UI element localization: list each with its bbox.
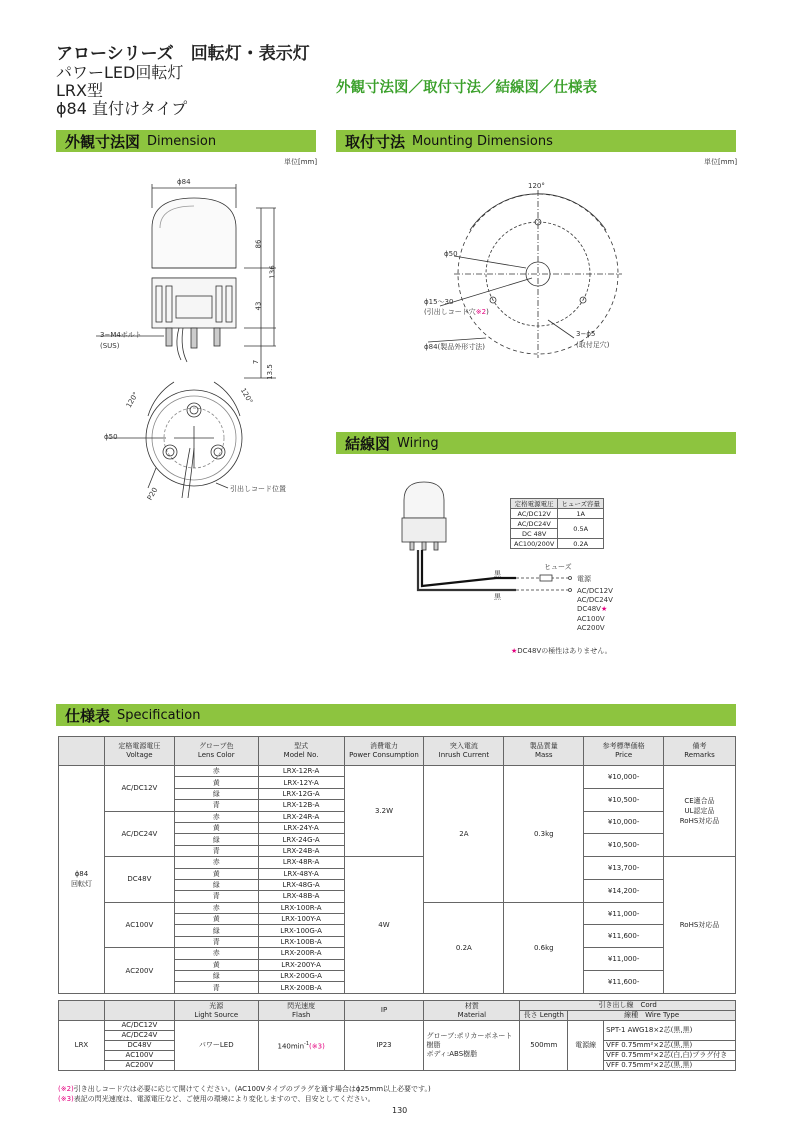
dimension-title: 外観寸法図 [65,132,141,151]
model-no: LRX-24R-A [258,811,344,822]
model-no: LRX-48Y-A [258,868,344,879]
lens-color: 緑 [174,834,258,845]
src-wire: VFF 0.75mm²×2芯(黒,黒) [604,1041,736,1051]
model-no: LRX-48G-A [258,879,344,890]
mass: 0.3kg [504,766,584,903]
model-no: LRX-100R-A [258,902,344,913]
src-voltage: DC48V [104,1041,174,1051]
price: ¥11,600- [584,971,664,994]
lens-color: 黄 [174,777,258,788]
fuse-voltage: AC/DC24V [511,519,558,529]
mount-foot: 3−ϕ5 [576,330,596,338]
spec-voltage: AC/DC24V [104,811,174,857]
wire-black-2: 黒 [494,593,501,601]
src-flash: $140\min^{-1}(※3)$ [258,1021,344,1071]
product-type: LRX型 [56,81,103,100]
sus-label: (SUS) [100,342,120,350]
mounting-unit: 単位[mm] [704,158,738,166]
page-number: 130 [392,1106,408,1115]
spec-section-bar [56,704,736,726]
src-header-wire: 線種 Wire Type [568,1011,736,1021]
src-source: パワーLED [174,1021,258,1071]
src-wire: VFF 0.75mm²×2芯(白,白)プラグ付き [604,1051,736,1061]
mounting-title: 取付寸法 [345,132,406,151]
src-length: 500mm [520,1021,568,1071]
fuse-label: ヒューズ [544,563,572,571]
dim-h135: 13.5 [265,364,274,380]
dim-p20: P20 [145,486,160,502]
fuse-header-capacity: ヒューズ容量 [558,499,604,509]
spec-header-price: 参考標準価格 Price [584,737,664,766]
src-header-flash: 閃光速度 Flash [258,1001,344,1021]
mass: 0.6kg [504,902,584,993]
dim-d50: ϕ50 [104,433,118,441]
table-row [59,857,736,868]
model-no: LRX-100B-A [258,936,344,947]
price: ¥11,600- [584,925,664,948]
model-no: LRX-12R-A [258,766,344,777]
src-ip: IP23 [344,1021,424,1071]
mount-hole: ϕ15〜30 [424,298,454,306]
dim-d84: ϕ84 [177,178,191,186]
src-voltage: AC100V [104,1051,174,1061]
src-header-source: 光源 Light Source [174,1001,258,1021]
fuse-capacity: 0.5A [558,519,604,539]
fuse-capacity: 1A [558,509,604,519]
lens-color: 黄 [174,868,258,879]
model-no: LRX-12B-A [258,800,344,811]
dimension-drawing [56,168,316,508]
spec-header-color: グローブ色 Lens Color [174,737,258,766]
fuse-header-voltage: 定格電源電圧 [511,499,558,509]
src-voltage: AC200V [104,1061,174,1071]
spec-header-power: 消費電力 Power Consumption [344,737,424,766]
mount-angle: 120° [528,182,545,190]
mount-type: ϕ84 直付けタイプ [56,99,188,118]
lens-color: 赤 [174,811,258,822]
src-model: LRX [59,1021,105,1071]
inrush-current: 0.2A [424,902,504,993]
model-no: LRX-200R-A [258,948,344,959]
lens-color: 青 [174,982,258,993]
lens-color: 青 [174,800,258,811]
power-consumption: 4W [344,857,424,994]
spec-voltage: AC/DC12V [104,766,174,812]
src-header-length: 長さ Length [520,1011,568,1021]
spec-title: 仕様表 [65,706,111,725]
price: ¥10,500- [584,834,664,857]
wiring-title-en: Wiring [397,435,439,451]
model-no: LRX-12Y-A [258,777,344,788]
lens-color: 黄 [174,914,258,925]
lens-color: 黄 [174,959,258,970]
fuse-voltage: AC100/200V [511,539,558,549]
src-wire: SPT-1 AWG18×2芯(黒,黒) [604,1021,736,1041]
section-nav: 外観寸法図／取付寸法／結線図／仕様表 [336,80,597,96]
dimension-unit: 単位[mm] [284,158,318,166]
angle-120-right: 120° [238,386,255,406]
dim-h43: 43 [254,301,263,311]
spec-voltage: AC100V [104,902,174,948]
remarks: RoHS対応品 [664,857,736,994]
dimension-title-en: Dimension [147,133,217,149]
src-header-cord: 引き出し線 Cord [520,1001,736,1011]
dc48-note: ★DC48Vの極性はありません。 [511,647,612,655]
src-wire-label: 電源線 [568,1021,604,1071]
footnote: (※3)表記の閃光速度は、電源電圧など、ご使用の環境により変化しますので、目安としてください。 [58,1095,375,1103]
footnote: (※2)引き出しコード穴は必要に応じて開けてください。(AC100Vタイプのプラグを通す場合はϕ25mm以上必要です。) [58,1085,431,1093]
dim-h86: 86 [254,239,263,249]
product-name: パワーLED回転灯 [56,63,184,82]
lens-color: 緑 [174,971,258,982]
spec-header-inrush: 突入電流 Inrush Current [424,737,504,766]
remarks: CE適合品 UL認定品 RoHS対応品 [664,766,736,857]
lens-color: 緑 [174,788,258,799]
table-row [59,1021,736,1031]
model-no: LRX-12G-A [258,788,344,799]
src-voltage: AC/DC24V [104,1031,174,1041]
lens-color: 青 [174,845,258,856]
fuse-voltage: AC/DC12V [511,509,558,519]
src-header-ip: IP [344,1001,424,1021]
lens-color: 緑 [174,925,258,936]
mounting-section-bar [336,130,736,152]
dim-h136: 136 [268,265,277,279]
wiring-title: 結線図 [345,434,391,453]
spec-table [58,736,736,994]
cord-position-label: 引出しコード位置 [230,485,286,493]
mount-foot-note: (取付足穴) [576,341,610,349]
spec-header-mass: 製品質量 Mass [504,737,584,766]
model-no: LRX-200B-A [258,982,344,993]
lens-color: 赤 [174,766,258,777]
spec-header-voltage: 定格電源電圧 Voltage [104,737,174,766]
dimension-section-bar [56,130,316,152]
src-wire: VFF 0.75mm²×2芯(黒,黒) [604,1061,736,1071]
wire-black-1: 黒 [494,570,501,578]
angle-120-left: 120° [124,390,141,410]
mount-hole-note: (引出しコード穴※2) [424,308,489,316]
price: ¥14,200- [584,879,664,902]
spec-voltage: DC48V [104,857,174,903]
price: ¥11,000- [584,902,664,925]
price: ¥10,500- [584,788,664,811]
price: ¥10,000- [584,811,664,834]
model-no: LRX-48B-A [258,891,344,902]
price: ¥13,700- [584,857,664,880]
lens-color: 赤 [174,948,258,959]
lens-color: 赤 [174,902,258,913]
wiring-section-bar [336,432,736,454]
mount-d50: ϕ50 [444,250,458,258]
spec-voltage: AC200V [104,948,174,994]
spec-header-model: 型式 Model No. [258,737,344,766]
lens-color: 黄 [174,822,258,833]
spec-header-remarks: 備考 Remarks [664,737,736,766]
model-no: LRX-24Y-A [258,822,344,833]
src-material: グローブ:ポリカーボネート樹脂 ボディ:ABS樹脂 [424,1021,520,1071]
model-no: LRX-200Y-A [258,959,344,970]
lens-color: 青 [174,891,258,902]
mounting-title-en: Mounting Dimensions [412,133,553,149]
fuse-capacity: 0.2A [558,539,604,549]
spec-title-en: Specification [117,707,201,723]
power-label: 電源 [577,575,591,583]
lens-color: 緑 [174,879,258,890]
power-consumption: 3.2W [344,766,424,857]
price: ¥11,000- [584,948,664,971]
lens-color: 赤 [174,857,258,868]
model-no: LRX-200G-A [258,971,344,982]
price: ¥10,000- [584,766,664,789]
mount-d84: ϕ84(製品外形寸法) [424,343,485,351]
model-no: LRX-24B-A [258,845,344,856]
mounting-drawing [336,170,736,360]
model-no: LRX-24G-A [258,834,344,845]
fuse-voltage: DC 48V [511,529,558,539]
src-header-material: 材質 Material [424,1001,520,1021]
model-no: LRX-100Y-A [258,914,344,925]
inrush-current: 2A [424,766,504,903]
model-no: LRX-48R-A [258,857,344,868]
lens-color: 青 [174,936,258,947]
series-title: アローシリーズ 回転灯・表示灯 [56,44,310,64]
bolt-label: 3−M4ボルト [100,331,142,339]
src-voltage: AC/DC12V [104,1021,174,1031]
model-no: LRX-100G-A [258,925,344,936]
fuse-table [510,498,604,549]
table-row [59,766,736,777]
wiring-voltage-list: AC/DC12V AC/DC24V DC48V★ AC100V AC200V [577,587,613,632]
source-table [58,1000,736,1071]
spec-group: ϕ84 回転灯 [59,766,105,994]
dim-h7: 7 [252,359,261,365]
